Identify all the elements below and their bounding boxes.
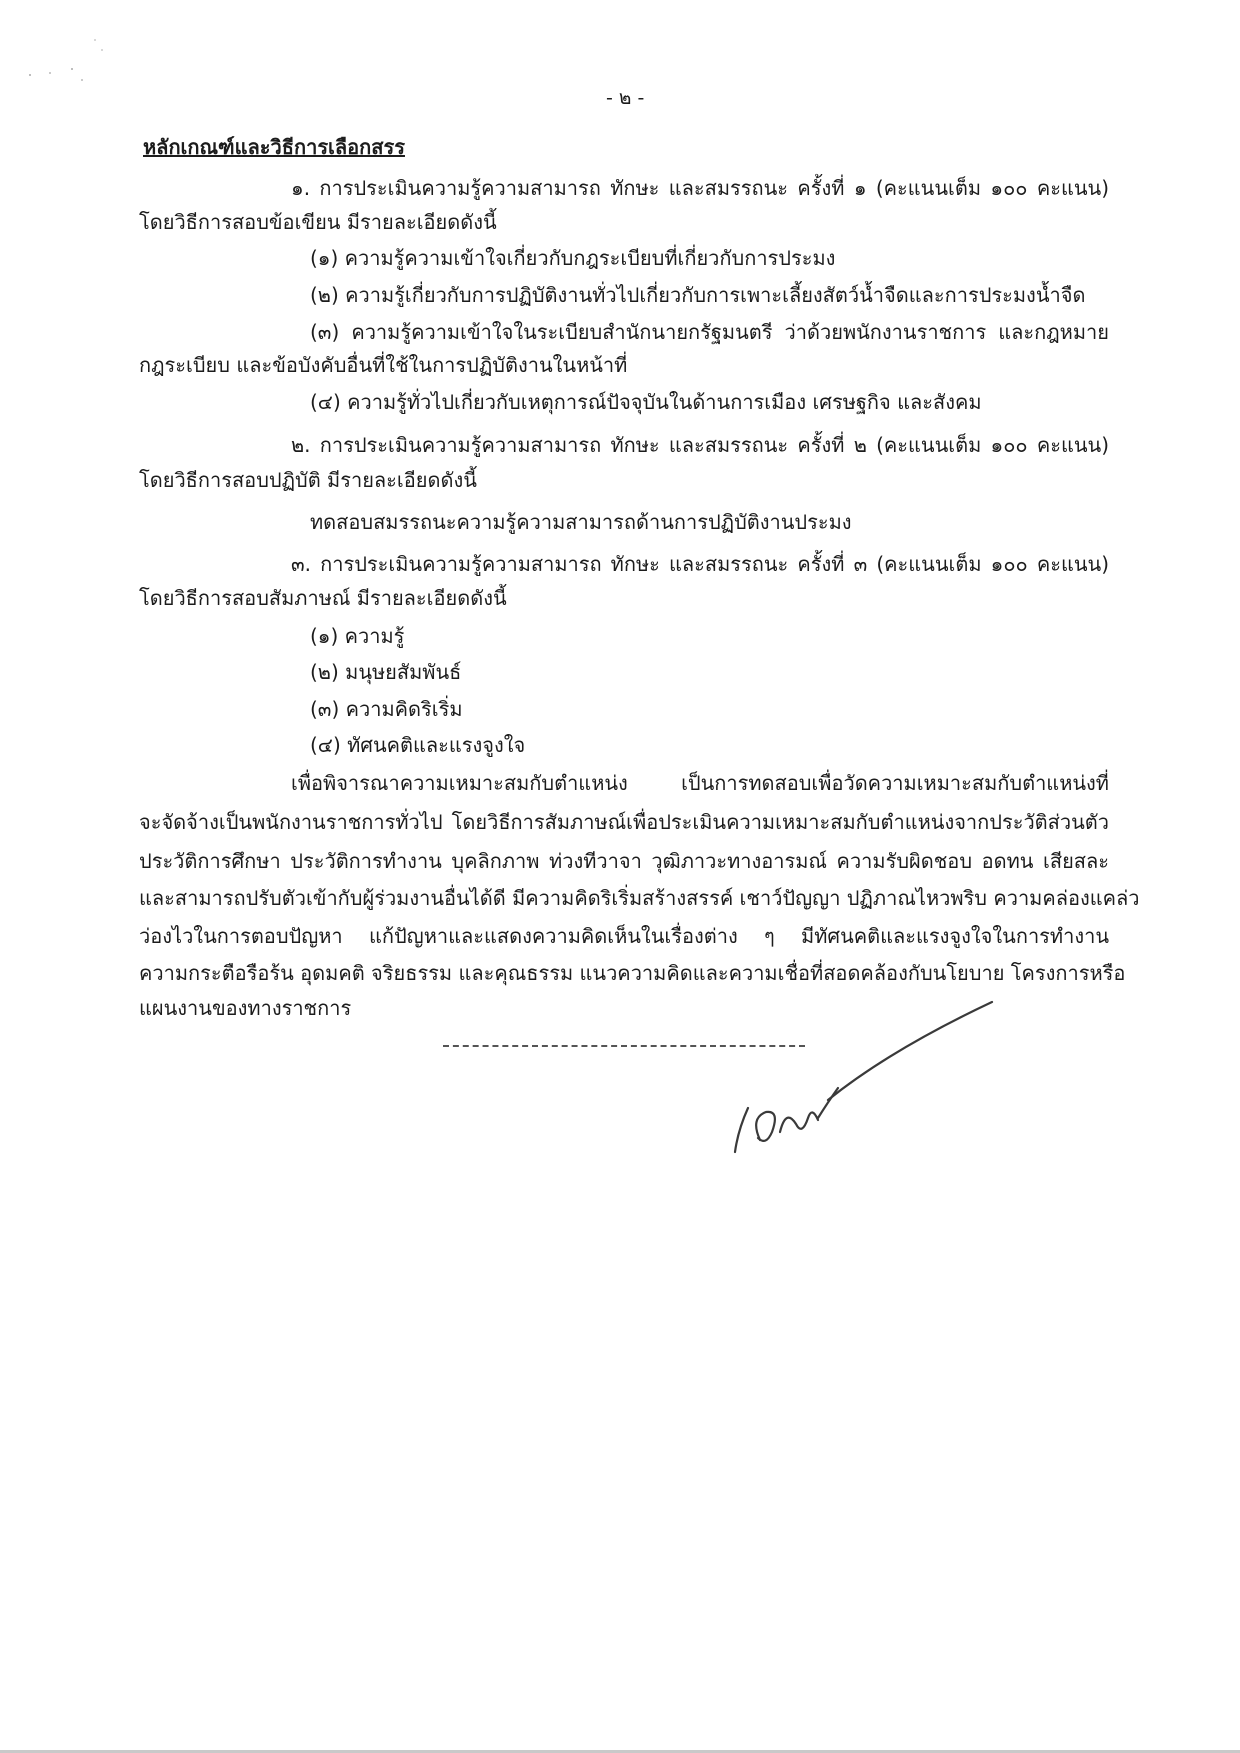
criterion-3-item-2: (๒) มนุษยสัมพันธ์ <box>310 660 462 684</box>
criterion-1-method: โดยวิธีการสอบข้อเขียน มีรายละเอียดดังนี้ <box>139 210 497 234</box>
paragraph-line-5: ว่องไวในการตอบปัญหา แก้ปัญหาและแสดงความคิดเห็นในเรื่องต่าง ๆ มีทัศนคติและแรงจูงใจในการทำงาน <box>139 924 1109 948</box>
paragraph-line-3: ประวัติการศึกษา ประวัติการทำงาน บุคลิกภาพ ท่วงทีวาจา วุฒิภาวะทางอารมณ์ ความรับผิดชอบ อดทน เสียสละ <box>139 849 1109 873</box>
handwritten-signature <box>720 990 1010 1170</box>
criterion-1-item-1: (๑) ความรู้ความเข้าใจเกี่ยวกับกฎระเบียบที่เกี่ยวกับการประมง <box>310 246 836 270</box>
criterion-1-item-3-cont: กฎระเบียบ และข้อบังคับอื่นที่ใช้ในการปฏิบัติงานในหน้าที่ <box>139 353 628 377</box>
criterion-3-item-1: (๑) ความรู้ <box>310 624 405 648</box>
paragraph-line-2: จะจัดจ้างเป็นพนักงานราชการทั่วไป โดยวิธีการสัมภาษณ์เพื่อประเมินความเหมาะสมกับตำแหน่งจากประวัติส่วนตัว <box>139 810 1109 834</box>
criterion-1-item-4: (๔) ความรู้ทั่วไปเกี่ยวกับเหตุการณ์ปัจจุบันในด้านการเมือง เศรษฐกิจ และสังคม <box>310 390 982 414</box>
criterion-3-item-4: (๔) ทัศนคติและแรงจูงใจ <box>310 733 526 757</box>
page-number: - ๒ - <box>606 87 645 109</box>
paragraph-line-1: เพื่อพิจารณาความเหมาะสมกับตำแหน่ง เป็นการทดสอบเพื่อวัดความเหมาะสมกับตำแหน่งที่ <box>291 771 1109 795</box>
criterion-2-title: ๒. การประเมินความรู้ความสามารถ ทักษะ และสมรรถนะ ครั้งที่ ๒ (คะแนนเต็ม ๑๐๐ คะแนน) <box>291 433 1109 457</box>
paragraph-line-4: และสามารถปรับตัวเข้ากับผู้ร่วมงานอื่นได้ดี มีความคิดริเริ่มสร้างสรรค์ เชาว์ปัญญา ปฏิภาณไหวพริบ ความคล่องแคล่ว <box>139 886 1140 910</box>
paragraph-line-7: แผนงานของทางราชการ <box>139 996 352 1020</box>
criterion-3-item-3: (๓) ความคิดริเริ่ม <box>310 697 463 721</box>
criterion-2-method: โดยวิธีการสอบปฏิบัติ มีรายละเอียดดังนี้ <box>139 468 477 492</box>
criterion-2-detail: ทดสอบสมรรถนะความรู้ความสามารถด้านการปฏิบัติงานประมง <box>310 510 852 534</box>
section-heading: หลักเกณฑ์และวิธีการเลือกสรร <box>143 135 405 159</box>
criterion-1-item-3: (๓) ความรู้ความเข้าใจในระเบียบสำนักนายกรัฐมนตรี ว่าด้วยพนักงานราชการ และกฎหมาย <box>310 320 1109 344</box>
criterion-3-title: ๓. การประเมินความรู้ความสามารถ ทักษะ และสมรรถนะ ครั้งที่ ๓ (คะแนนเต็ม ๑๐๐ คะแนน) <box>291 552 1109 576</box>
scan-specks <box>20 35 110 95</box>
criterion-1-title: ๑. การประเมินความรู้ความสามารถ ทักษะ และสมรรถนะ ครั้งที่ ๑ (คะแนนเต็ม ๑๐๐ คะแนน) <box>291 176 1109 200</box>
criterion-1-item-2: (๒) ความรู้เกี่ยวกับการปฏิบัติงานทั่วไปเกี่ยวกับการเพาะเลี้ยงสัตว์น้ำจืดและการประมงน้ำจืด <box>310 283 1086 307</box>
paragraph-line-6: ความกระตือรือร้น อุดมคติ จริยธรรม และคุณธรรม แนวความคิดและความเชื่อที่สอดคล้องกับนโยบาย โครงการหรือ <box>139 961 1126 985</box>
criterion-3-method: โดยวิธีการสอบสัมภาษณ์ มีรายละเอียดดังนี้ <box>139 586 507 610</box>
